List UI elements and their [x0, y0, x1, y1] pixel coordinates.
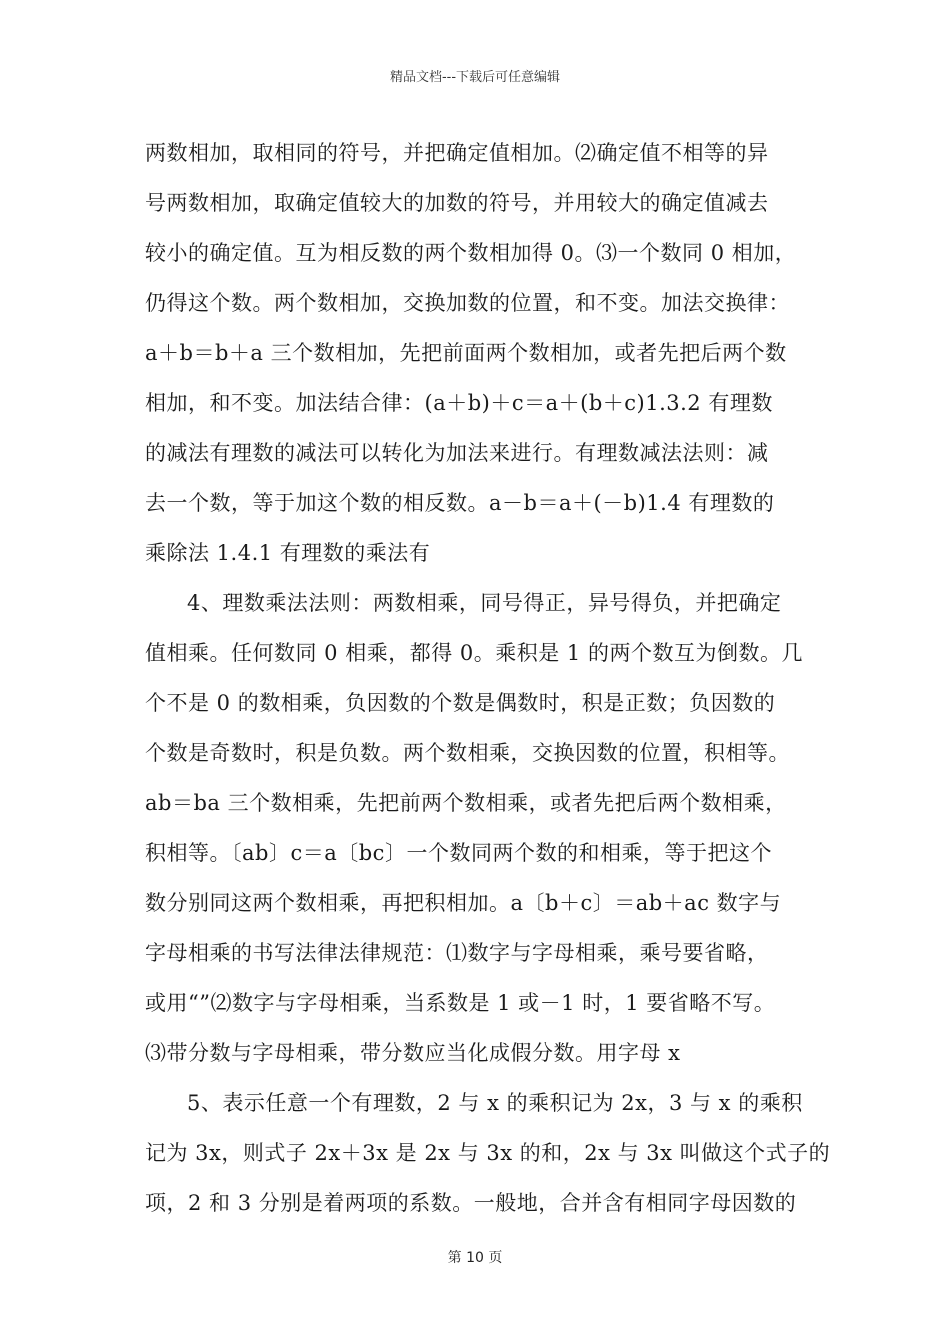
paragraph-1 [145, 128, 825, 578]
text-line: 值相乘。任何数同 0 相乘，都得 0。乘积是 1 的两个数互为倒数。几 [145, 641, 803, 665]
text-line: ⑶带分数与字母相乘，带分数应当化成假分数。用字母 x [145, 1041, 681, 1065]
text-line: 乘除法 1.4.1 有理数的乘法有 [145, 541, 431, 565]
text-line: 字母相乘的书写法律法律规范：⑴数字与字母相乘，乘号要省略， [145, 941, 769, 965]
text-line: ab＝ba 三个数相乘，先把前两个数相乘，或者先把后两个数相乘， [145, 791, 787, 815]
text-line: 两数相加，取相同的符号，并把确定值相加。⑵确定值不相等的异 [145, 141, 769, 165]
text-line: a＋b＝b＋a 三个数相加，先把前面两个数相加，或者先把后两个数 [145, 341, 787, 365]
text-line: 或用“”⑵数字与字母相乘，当系数是 1 或－1 时，1 要省略不写。 [145, 991, 776, 1015]
text-line: 数分别同这两个数相乘，再把积相加。a〔b＋c〕＝ab＋ac 数字与 [145, 891, 782, 915]
paragraph-3 [145, 1078, 831, 1228]
page-header: 精品文档---下载后可任意编辑 [389, 70, 561, 85]
text-line: 项，2 和 3 分别是着两项的系数。一般地，合并含有相同字母因数的 [145, 1191, 797, 1215]
paragraph-2 [145, 578, 825, 1078]
text-line: 相加，和不变。加法结合律：(a＋b)＋c＝a＋(b＋c)1.3.2 有理数 [145, 391, 773, 415]
text-line: 去一个数，等于加这个数的相反数。a－b＝a＋(－b)1.4 有理数的 [145, 491, 775, 515]
text-line: 5、表示任意一个有理数，2 与 x 的乘积记为 2x，3 与 x 的乘积 [187, 1091, 803, 1115]
text-line: 较小的确定值。互为相反数的两个数相加得 0。⑶一个数同 0 相加， [145, 241, 797, 265]
page-number: 第 10 页 [447, 1250, 503, 1266]
text-line: 个不是 0 的数相乘，负因数的个数是偶数时，积是正数；负因数的 [145, 691, 776, 715]
text-line: 仍得这个数。两个数相加，交换加数的位置，和不变。加法交换律： [145, 291, 790, 315]
text-line: 号两数相加，取确定值较大的加数的符号，并用较大的确定值减去 [145, 191, 769, 215]
text-line: 积相等。〔ab〕c＝a〔bc〕一个数同两个数的和相乘，等于把这个 [145, 841, 772, 865]
document-body [145, 128, 831, 1228]
text-line: 的减法有理数的减法可以转化为加法来进行。有理数减法法则：减 [145, 441, 769, 465]
text-line: 4、理数乘法法则：两数相乘，同号得正，异号得负，并把确定 [187, 591, 782, 615]
text-line: 记为 3x，则式子 2x＋3x 是 2x 与 3x 的和，2x 与 3x 叫做这个式子的 [145, 1141, 831, 1165]
text-line: 个数是奇数时，积是负数。两个数相乘，交换因数的位置，积相等。 [145, 741, 790, 765]
